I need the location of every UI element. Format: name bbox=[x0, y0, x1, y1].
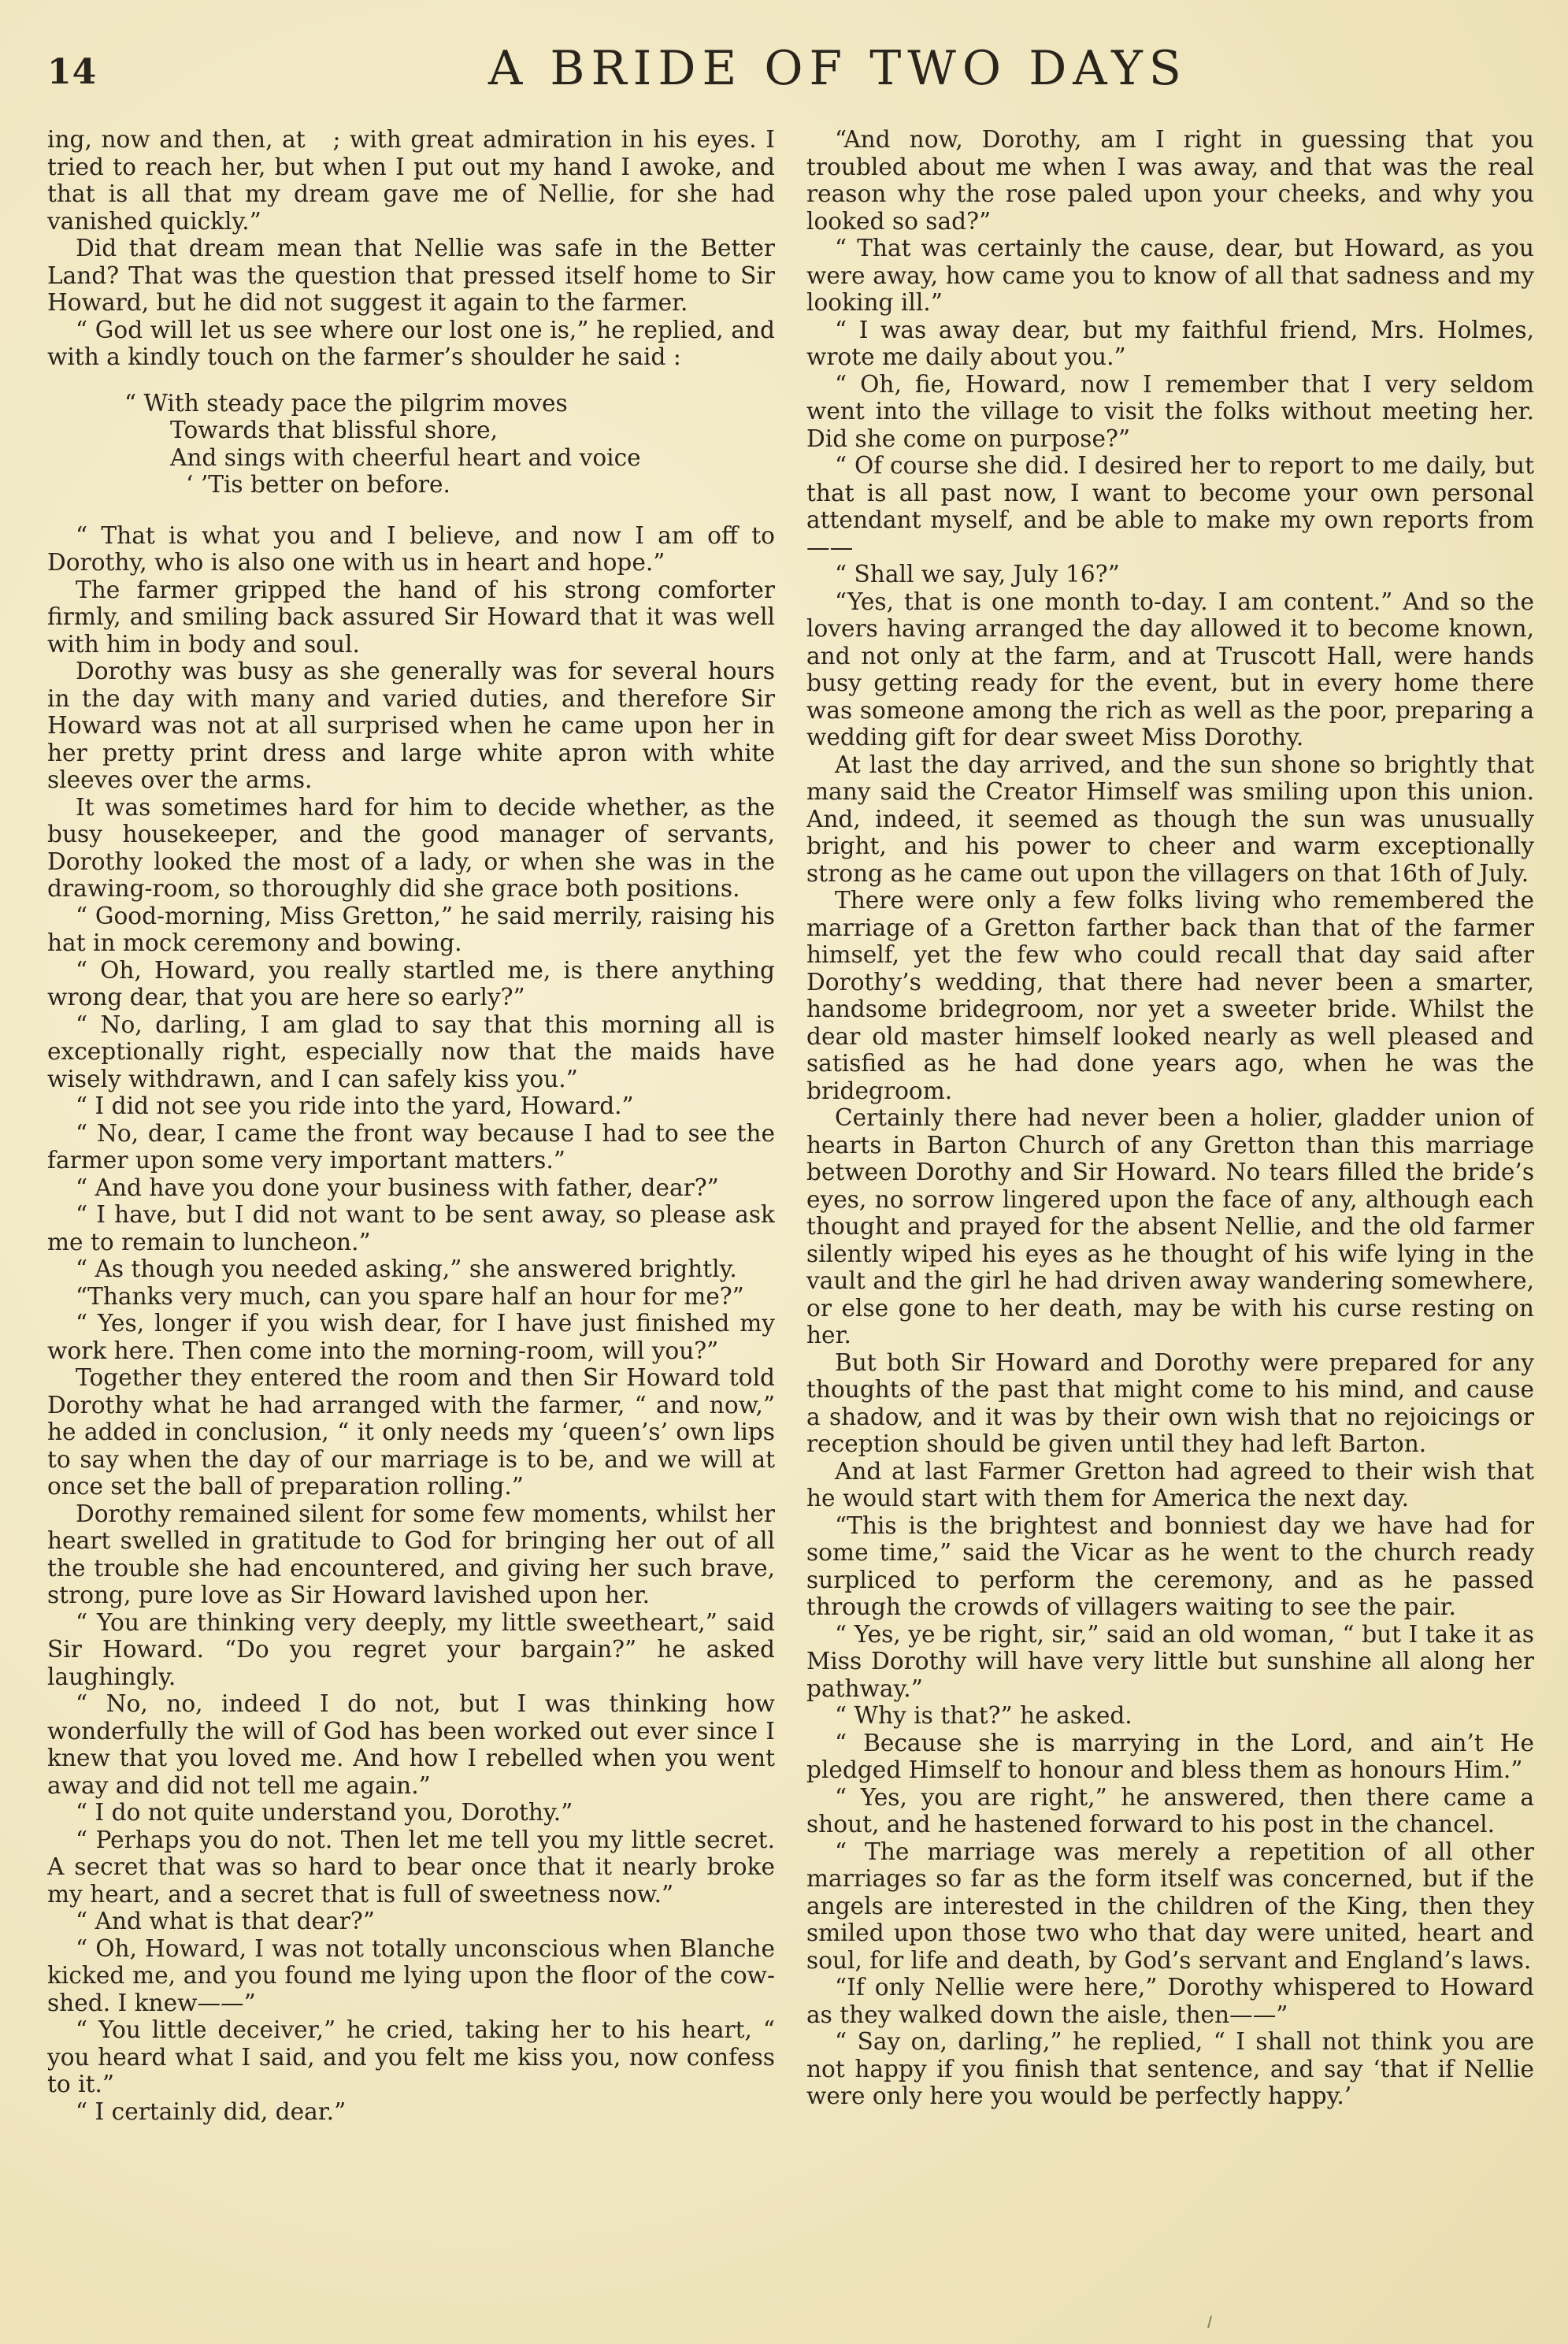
paragraph: It was sometimes hard for him to decide whether, as the busy housekeeper, and the good manager of servants, Dorothy looked the most of a lady, or when she was in the drawing-room, so thoroughly did she grace both positions. bbox=[47, 793, 775, 902]
paragraph: “ No, dear, I came the front way because I had to see the farmer upon some very important matters.” bbox=[47, 1119, 775, 1174]
paragraph: “ You are thinking very deeply, my little sweetheart,” said Sir Howard. “Do you regret your bargain?” he asked laughingly. bbox=[47, 1608, 775, 1690]
poem-line: “ With steady pace the pilgrim moves bbox=[124, 389, 568, 417]
paragraph: “ No, no, indeed I do not, but I was thinking how wonderfully the will of God has been worked out ever since I knew that you loved me. And how I rebelled when you went away and did not tell me again.” bbox=[47, 1690, 775, 1799]
paragraph: “ And what is that dear?” bbox=[76, 1908, 375, 1934]
paragraph: “ Yes, ye be right, sir,” said an old woman, “ but I take it as Miss Dorothy will have very little but sunshine all along her pathway.” bbox=[806, 1620, 1534, 1702]
paragraph: “Thanks very much, can you spare half an hour for me?” bbox=[76, 1282, 744, 1310]
paragraph: “ That is what you and I believe, and now I am off to Dorothy, who is also one with us in heart and hope.” bbox=[47, 521, 775, 576]
paragraph: “ Shall we say, July 16?” bbox=[835, 561, 1120, 588]
paragraph: Together they entered the room and then Sir Howard told Dorothy what he had arranged with the farmer, “ and now,” he added in conclusion, “ it only needs my ‘queen’s’ own lips to say when the day of our marriage is to be, and we will at once set the ball of preparation rolling.” bbox=[47, 1364, 775, 1500]
poem-line: Towards that blissful shore, bbox=[170, 417, 499, 443]
paragraph: Certainly there had never been a holier, gladder union of hearts in Barton Church of any Gretton than this marriage between Dorothy and Sir Howard. No tears filled the bride’s eyes, no sorrow lingered upon the face of any, although each thought and prayed for the absent Nellie, and the old farmer silently wiped his eyes as he thought of his wife lying in the vault and the girl he had driven away wandering somewhere, or else gone to her death, may be with his curse resting on her. bbox=[806, 1104, 1534, 1348]
paragraph: “ You little deceiver,” he cried, taking her to his heart, “ you heard what I said, and you felt me kiss you, now confess to it.” bbox=[47, 2016, 775, 2097]
paragraph: The farmer gripped the hand of his strong comforter firmly, and smiling back assured Sir Howard that it was well with him in body and soul. bbox=[47, 576, 775, 658]
paragraph: At last the day arrived, and the sun shone so brightly that many said the Creator Himself was smiling upon this union. And, indeed, it seemed as though the sun was unusually bright, and his power to cheer and warm exceptionally strong as he came out upon the villagers on that 16th of July. bbox=[806, 751, 1534, 887]
paragraph: ing, now and then, at ; with great admiration in his eyes. I tried to reach her, but when I put out my hand I awoke, and that is all that my dream gave me of Nellie, for she had vanished quickly.” bbox=[47, 126, 775, 235]
paragraph: “ That was certainly the cause, dear, but Howard, as you were away, how came you to know of all that sadness and my looking ill.” bbox=[806, 235, 1534, 316]
poem-line: And sings with cheerful heart and voice bbox=[170, 443, 641, 471]
paragraph: “ Oh, fie, Howard, now I remember that I very seldom went into the village to visit the folks without meeting her. Did she come on purpose?” bbox=[806, 370, 1534, 452]
poem-line: ‘ ’Tis better on before. bbox=[186, 471, 450, 498]
print-mark bbox=[1207, 2316, 1212, 2328]
paragraph: “ Say on, darling,” he replied, “ I shall not think you are not happy if you finish that sentence, and say ‘that if Nellie were only here you would be perfectly happy.’ bbox=[806, 2028, 1534, 2109]
paragraph: “ I certainly did, dear.” bbox=[76, 2097, 347, 2125]
paragraph: “This is the brightest and bonniest day we have had for some time,” said the Vicar as he went to the church ready surpliced to perform the ceremony, and as he passed through the crowds of villagers waiting to see the pair. bbox=[806, 1511, 1534, 1620]
paragraph: “Yes, that is one month to-day. I am content.” And so the lovers having arranged the day allowed it to become known, and not only at the farm, and at Truscott Hall, were hands busy getting ready for the event, but in every home there was someone among the rich as well as the poor, preparing a wedding gift for dear sweet Miss Dorothy. bbox=[806, 588, 1534, 751]
paragraph: “ Oh, Howard, you really startled me, is there anything wrong dear, that you are here so early?” bbox=[47, 956, 775, 1011]
paragraph: “ I have, but I did not want to be sent away, so please ask me to remain to luncheon.” bbox=[47, 1201, 775, 1255]
paragraph: Dorothy was busy as she generally was for several hours in the day with many and varied duties, and therefore Sir Howard was not at all surprised when he came upon her in her pretty print dress and large white apron with white sleeves over the arms. bbox=[47, 658, 775, 793]
paragraph: “ No, darling, I am glad to say that this morning all is exceptionally right, especially now that the maids have wisely withdrawn, and I can safely kiss you.” bbox=[47, 1011, 775, 1092]
paragraph: Did that dream mean that Nellie was safe in the Better Land? That was the question that pressed itself home to Sir Howard, but he did not suggest it again to the farmer. bbox=[47, 235, 775, 316]
paragraph: “ Yes, you are right,” he answered, then there came a shout, and he hastened forward to his post in the chancel. bbox=[806, 1783, 1534, 1838]
right-column bbox=[806, 126, 1534, 2300]
paragraph: “And now, Dorothy, am I right in guessing that you troubled about me when I was away, and that was the real reason why the rose paled upon your cheeks, and why you looked so sad?” bbox=[806, 126, 1534, 235]
page-number: 14 bbox=[47, 52, 98, 92]
paragraph: But both Sir Howard and Dorothy were prepared for any thoughts of the past that might come to his mind, and cause a shadow, and it was by their own wish that no rejoicings or reception should be given until they had left Barton. bbox=[806, 1348, 1534, 1457]
paragraph: “ Perhaps you do not. Then let me tell you my little secret. A secret that was so hard to bear once that it nearly broke my heart, and a secret that is full of sweetness now.” bbox=[47, 1826, 775, 1908]
paragraph: “ The marriage was merely a repetition of all other marriages so far as the form itself was concerned, but if the angels are interested in the children of the King, then they smiled upon those two who that day were united, heart and soul, for life and death, by God’s servant and England’s laws. bbox=[806, 1838, 1534, 1974]
paragraph: “ I do not quite understand you, Dorothy.” bbox=[76, 1799, 573, 1826]
paragraph: There were only a few folks living who remembered the marriage of a Gretton farther back than that of the farmer himself, yet the few who could recall that day said after Dorothy’s wedding, that there had never been a smarter, handsome bridegroom, nor yet a sweeter bride. Whilst the dear old master himself looked nearly as well pleased and satisfied as he had done years ago, when he was the bridegroom. bbox=[806, 887, 1534, 1104]
page-header bbox=[47, 41, 1528, 104]
paragraph: “ Why is that?” he asked. bbox=[835, 1702, 1132, 1729]
paragraph: “ I was away dear, but my faithful friend, Mrs. Holmes, wrote me daily about you.” bbox=[806, 316, 1534, 370]
left-column bbox=[47, 126, 775, 2300]
paragraph: “If only Nellie were here,” Dorothy whispered to Howard as they walked down the aisle, then——” bbox=[806, 1974, 1534, 2028]
poem-verse bbox=[47, 390, 775, 499]
paragraph: “ Because she is marrying in the Lord, and ain’t He pledged Himself to honour and bless them as honours Him.” bbox=[806, 1729, 1534, 1783]
paragraph: “ As though you needed asking,” she answered brightly. bbox=[76, 1255, 737, 1282]
paragraph: And at last Farmer Gretton had agreed to their wish that he would start with them for America the next day. bbox=[806, 1457, 1534, 1511]
paragraph: “ I did not see you ride into the yard, Howard.” bbox=[76, 1092, 634, 1119]
running-title: A BRIDE OF TWO DAYS bbox=[488, 41, 1188, 96]
paragraph: “ Yes, longer if you wish dear, for I have just finished my work here. Then come into the morning-room, will you?” bbox=[47, 1310, 775, 1364]
paragraph: “ God will let us see where our lost one is,” he replied, and with a kindly touch on the farmer’s shoulder he said : bbox=[47, 316, 775, 370]
paragraph: “ Good-morning, Miss Gretton,” he said merrily, raising his hat in mock ceremony and bowing. bbox=[47, 902, 775, 956]
paragraph: “ Oh, Howard, I was not totally unconscious when Blanche kicked me, and you found me lying upon the floor of the cow-shed. I knew——” bbox=[47, 1934, 775, 2016]
paragraph: Dorothy remained silent for some few moments, whilst her heart swelled in gratitude to God for bringing her out of all the trouble she had encountered, and giving her such brave, strong, pure love as Sir Howard lavished upon her. bbox=[47, 1500, 775, 1608]
paragraph: “ Of course she did. I desired her to report to me daily, but that is all past now, I want to become your own personal attendant myself, and be able to make my own reports from—— bbox=[806, 452, 1534, 561]
paragraph: “ And have you done your business with father, dear?” bbox=[76, 1174, 719, 1201]
